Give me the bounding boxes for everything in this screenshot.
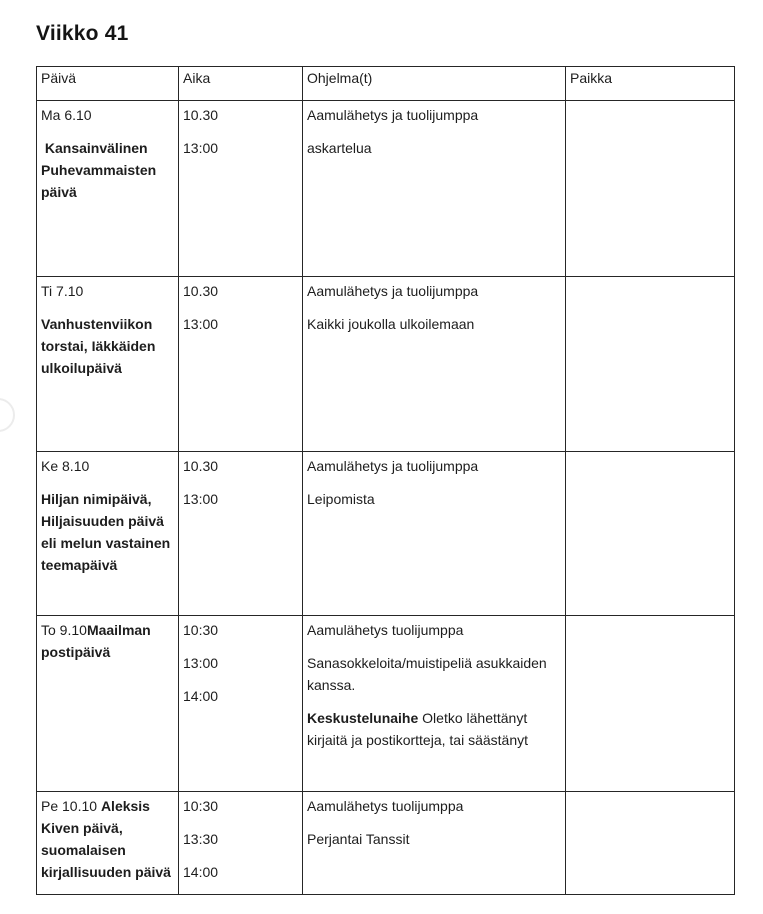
program-cell [303,277,566,452]
day-cell [37,452,179,616]
time-entry: 13:00 [183,491,219,507]
place-cell [566,452,735,616]
time-cell [179,277,303,452]
discussion-topic-text: Oletko lähettänyt kirjaitä ja postikortteja, tai säästänyt [307,710,528,748]
program-cell [303,616,566,792]
day-date-and-theme [41,619,174,663]
day-date: Ma 6.10 [41,107,92,123]
time-cell [179,792,303,895]
time-entry: 10:30 [183,798,219,814]
program-entry: Sanasokkeloita/muistipeliä asukkaiden kanssa. [307,655,547,693]
time-entry: 10.30 [183,107,219,123]
time-cell [179,452,303,616]
time-entry: 13:00 [183,140,219,156]
day-cell [37,616,179,792]
time-entry: 10.30 [183,283,219,299]
day-cell [37,792,179,895]
time-entry: 13:30 [183,831,219,847]
table-row-wednesday [37,452,735,616]
place-cell [566,101,735,277]
weekly-schedule-table [36,66,735,895]
day-theme: Kansainvälinen Puhevammaisten päivä [41,140,157,200]
place-cell [566,792,735,895]
day-theme: Aleksis Kiven päivä, suomalaisen kirjallisuuden päivä [41,798,171,880]
time-entry: 13:00 [183,316,219,332]
column-header-day: Päivä [37,67,179,101]
day-theme: Hiljan nimipäivä, Hiljaisuuden päivä eli melun vastainen teemapäivä [41,491,171,573]
time-entry: 13:00 [183,655,219,671]
time-entry: 10:30 [183,622,219,638]
day-theme: Vanhustenviikon torstai, Iäkkäiden ulkoilupäivä [41,316,156,376]
table-row-tuesday [37,277,735,452]
program-entry: Kaikki joukolla ulkoilemaan [307,316,475,332]
program-cell [303,452,566,616]
day-date-and-theme [41,795,174,883]
table-row-friday [37,792,735,895]
discussion-topic-label: Keskustelunaihe [307,710,419,726]
table-row-thursday [37,616,735,792]
program-entry: Perjantai Tanssit [307,831,410,847]
page-title: Viikko 41 [36,22,129,45]
program-entry: askartelua [307,140,372,156]
day-theme: Maailman postipäivä [41,622,151,660]
time-entry: 14:00 [183,688,219,704]
column-header-time: Aika [179,67,303,101]
day-cell [37,277,179,452]
time-cell [179,616,303,792]
day-date: To 9.10 [41,622,87,638]
program-entry: Leipomista [307,491,375,507]
program-entry-discussion [307,707,561,751]
day-cell [37,101,179,277]
program-entry: Aamulähetys tuolijumppa [307,622,464,638]
program-entry: Aamulähetys ja tuolijumppa [307,283,479,299]
header-row [37,67,735,101]
table-row-monday [37,101,735,277]
time-entry: 10.30 [183,458,219,474]
place-cell [566,277,735,452]
place-cell [566,616,735,792]
column-header-program: Ohjelma(t) [303,67,566,101]
day-date: Ke 8.10 [41,458,90,474]
day-date: Pe 10.10 [41,798,101,814]
time-cell [179,101,303,277]
edge-circle-decoration [0,398,15,432]
program-entry: Aamulähetys ja tuolijumppa [307,458,479,474]
time-entry: 14:00 [183,864,219,880]
program-cell [303,792,566,895]
program-entry: Aamulähetys ja tuolijumppa [307,107,479,123]
program-entry: Aamulähetys tuolijumppa [307,798,464,814]
program-cell [303,101,566,277]
column-header-place: Paikka [566,67,735,101]
day-date: Ti 7.10 [41,283,84,299]
